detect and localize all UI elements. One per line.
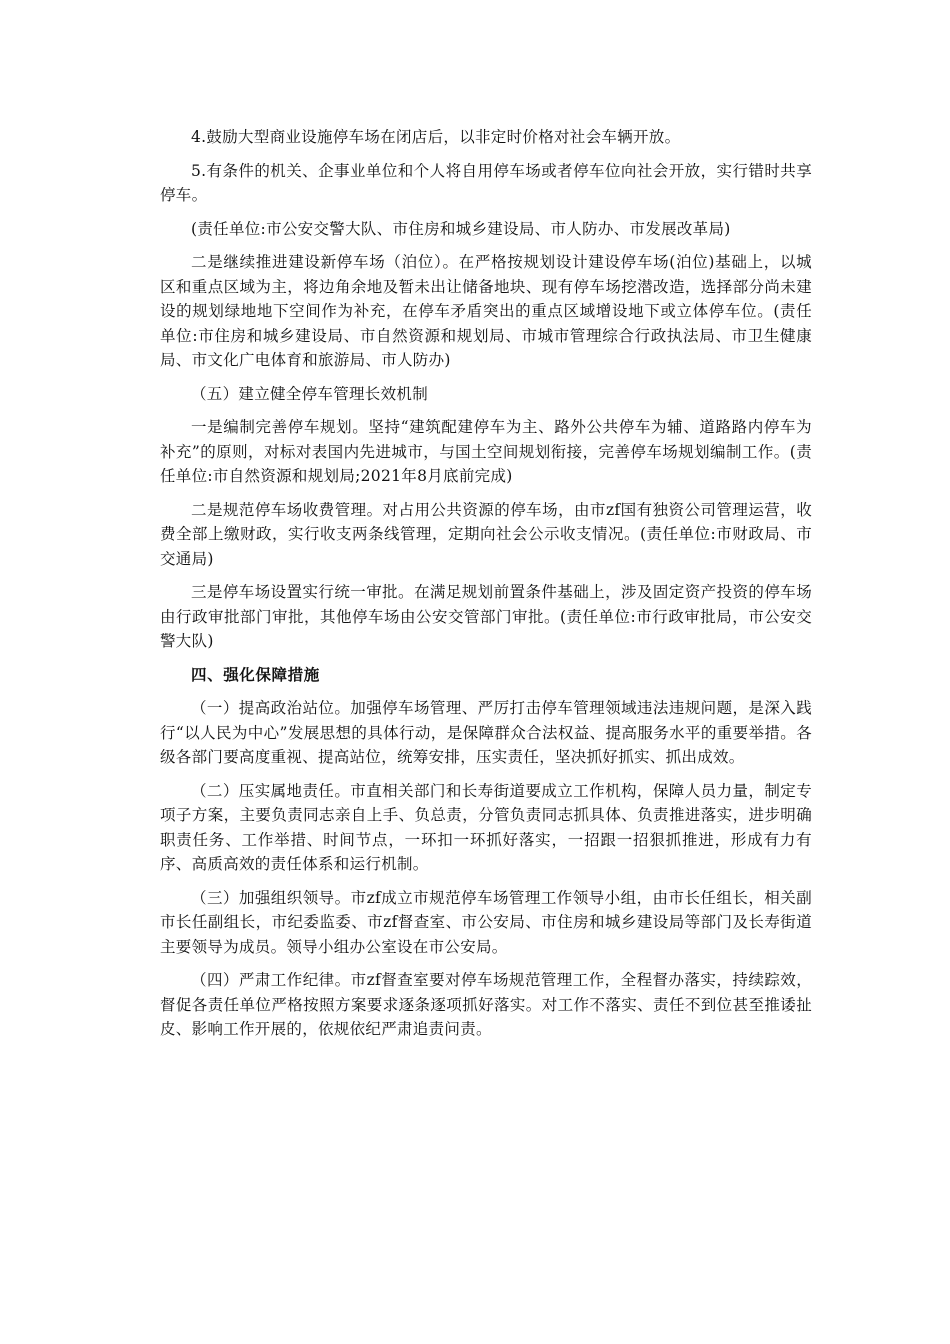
paragraph-item-4: 4.鼓励大型商业设施停车场在闭店后，以非定时价格对社会车辆开放。 [191,128,681,146]
paragraph-responsible-units: (责任单位:市公安交警大队、市住房和城乡建设局、市人防办、市发展改革局) [191,219,731,238]
paragraph-new-parking: 二是继续推进建设新停车场（泊位）。在严格按规划设计建设停车场(泊位)基础上，以城区和重点区域为主，将边角余地及暂未出让储备地块、现有停车场挖潜改造，选择部分尚未建设的规划绿地地下空间作为补充，在停车矛盾突出的重点区域增设地下或立体停车位。(责任单位:市住房和城乡建设局、市自然资源和规划局、市城市管理综合行政执法局、市卫生健康局、市文化广电体育和旅游局、市人防办) [160,253,812,369]
paragraph-organization-leadership: （三）加强组织领导。市zf成立市规范停车场管理工作领导小组，由市长任组长，相关副市长任副组长，市纪委监委、市zf督查室、市公安局、市住房和城乡建设局等部门及长寿街道主要领导为成员。领导小组办公室设在市公安局。 [160,888,812,956]
section-heading-guarantee-measures: 四、强化保障措施 [191,665,320,684]
paragraph-fee-management: 二是规范停车场收费管理。对占用公共资源的停车场，由市zf国有独资公司管理运营，收费全部上缴财政，实行收支两条线管理，定期向社会公示收支情况。(责任单位:市财政局、市交通局) [160,500,812,568]
paragraph-work-discipline: （四）严肃工作纪律。市zf督查室要对停车场规范管理工作，全程督办落实，持续踪效，督促各责任单位严格按照方案要求逐条逐项抓好落实。对工作不落实、责任不到位甚至推诿扯皮、影响工作开展的，依规依纪严肃追责问责。 [160,971,812,1038]
document-body [160,125,812,1051]
paragraph-political-stance: （一）提高政治站位。加强停车场管理、严厉打击停车管理领域违法违规问题，是深入践行“以人民为中心”发展思想的具体行动，是保障群众合法权益、提高服务水平的重要举措。各级各部门要高度重视、提高站位，统筹安排，压实责任，坚决抓好抓实、抓出成效。 [160,699,812,766]
paragraph-parking-plan: 一是编制完善停车规划。坚持“建筑配建停车为主、路外公共停车为辅、道路路内停车为补充”的原则，对标对表国内先进城市，与国土空间规划衔接，完善停车场规划编制工作。(责任单位:市自然资源和规划局;2021年8月底前完成) [160,418,812,485]
subheading-long-term-mechanism: （五）建立健全停车管理长效机制 [191,384,429,403]
paragraph-unified-approval: 三是停车场设置实行统一审批。在满足规划前置条件基础上，涉及固定资产投资的停车场由行政审批部门审批，其他停车场由公安交管部门审批。(责任单位:市行政审批局，市公安交警大队) [160,583,812,650]
paragraph-item-5: 5.有条件的机关、企事业单位和个人将自用停车场或者停车位向社会开放，实行错时共享停车。 [160,161,812,204]
paragraph-local-responsibility: （二）压实属地责任。市直相关部门和长寿街道要成立工作机构，保障人员力量，制定专项子方案，主要负责同志亲自上手、负总责，分管负责同志抓具体、负责推进落实，进步明确职责任务、工作举措、时间节点，一环扣一环抓好落实，一招跟一招狠抓推进，形成有力有序、高质高效的责任体系和运行机制。 [160,781,812,873]
